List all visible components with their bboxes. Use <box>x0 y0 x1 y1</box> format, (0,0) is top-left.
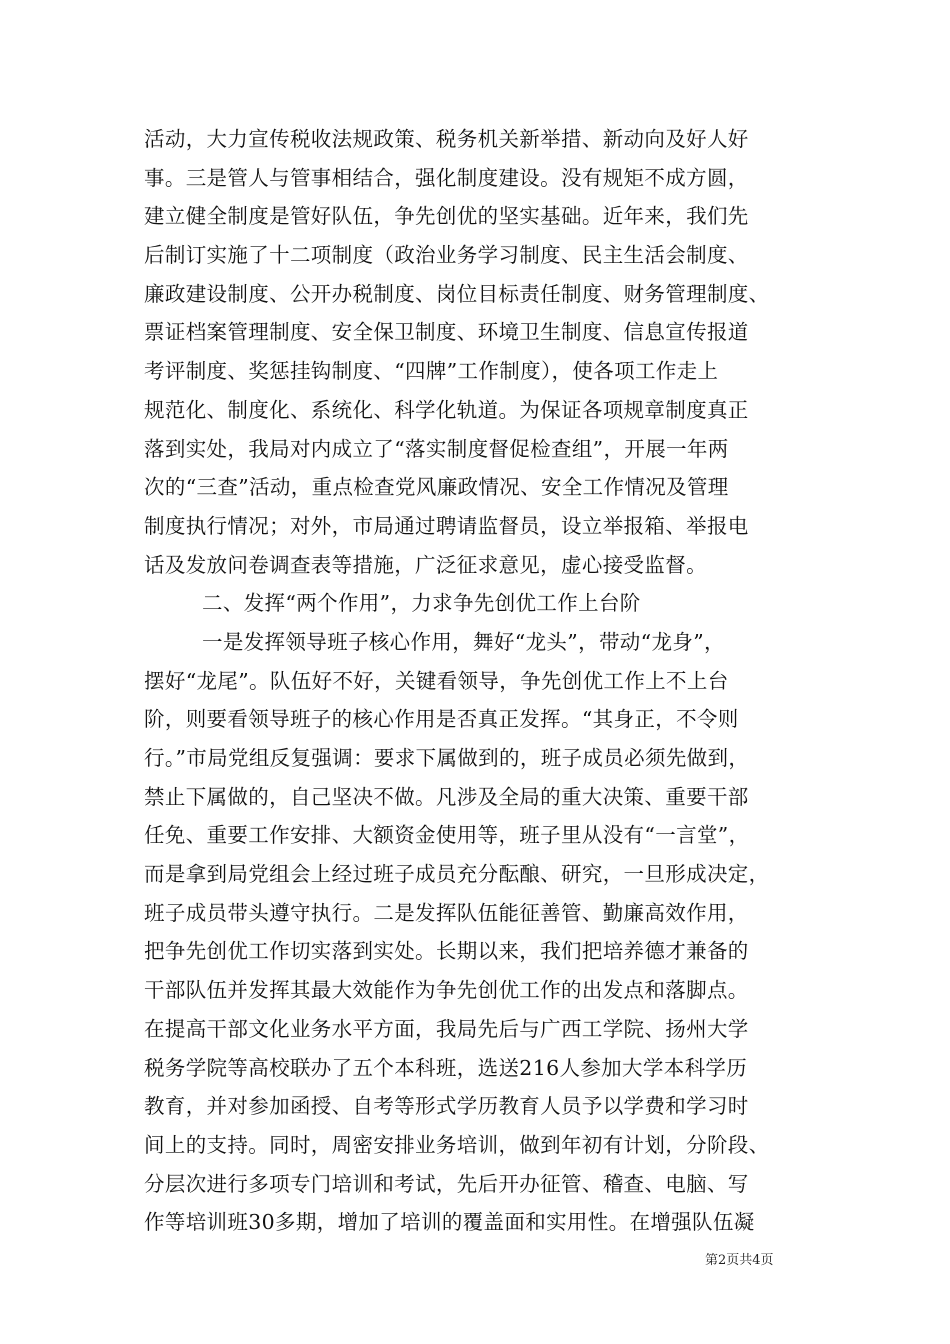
paragraph-start-line: 一是发挥领导班子核心作用，舞好“龙头”，带动“龙身”， <box>202 629 725 654</box>
section-heading: 二、发挥“两个作用”，力求争先创优工作上台阶 <box>202 591 641 616</box>
text-line: 班子成员带头遵守执行。二是发挥队伍能征善管、勤廉高效作用， <box>144 900 749 925</box>
text-line: 阶，则要看领导班子的核心作用是否真正发挥。“其身正，不令则 <box>144 707 739 732</box>
text-line: 作等培训班30多期，增加了培训的覆盖面和实用性。在增强队伍凝 <box>144 1210 755 1235</box>
text-line: 行。”市局党组反复强调：要求下属做到的，班子成员必须先做到， <box>144 746 750 770</box>
text-line: 票证档案管理制度、安全保卫制度、环境卫生制度、信息宣传报道 <box>144 320 749 345</box>
text-line: 税务学院等高校联办了五个本科班，选送216人参加大学本科学历 <box>144 1055 748 1080</box>
text-line: 事。三是管人与管事相结合，强化制度建设。没有规矩不成方圆， <box>144 165 749 190</box>
text-line: 分层次进行多项专门培训和考试，先后开办征管、稽查、电脑、写 <box>144 1171 749 1196</box>
text-line: 摆好“龙尾”。队伍好不好，关键看领导，争先创优工作上不上台 <box>144 668 729 693</box>
text-line: 任免、重要工作安排、大额资金使用等，班子里从没有“一言堂”， <box>144 823 750 848</box>
text-line: 话及发放问卷调查表等措施，广泛征求意见，虚心接受监督。 <box>144 552 707 577</box>
text-line: 后制订实施了十二项制度（政治业务学习制度、民主生活会制度、 <box>144 243 749 268</box>
text-line: 教育，并对参加函授、自考等形式学历教育人员予以学费和学习时 <box>144 1094 749 1119</box>
text-line: 落到实处，我局对内成立了“落实制度督促检查组”，开展一年两 <box>144 436 729 461</box>
document-body <box>144 120 824 1242</box>
page-number-footer: 第2页共4页 <box>705 1253 774 1268</box>
text-line: 次的“三查”活动，重点检查党风廉政情况、安全工作情况及管理 <box>144 475 729 500</box>
text-line: 干部队伍并发挥其最大效能作为争先创优工作的出发点和落脚点。 <box>144 978 749 1003</box>
text-line: 间上的支持。同时，周密安排业务培训，做到年初有计划，分阶段、 <box>144 1132 770 1157</box>
text-line: 规范化、制度化、系统化、科学化轨道。为保证各项规章制度真正 <box>144 397 749 422</box>
text-line: 把争先创优工作切实落到实处。长期以来，我们把培养德才兼备的 <box>144 939 749 964</box>
text-line: 活动，大力宣传税收法规政策、税务机关新举措、新动向及好人好 <box>144 127 749 151</box>
text-line: 考评制度、奖惩挂钩制度、“四牌”工作制度），使各项工作走上 <box>144 359 719 384</box>
text-line: 在提高干部文化业务水平方面，我局先后与广西工学院、扬州大学 <box>144 1016 749 1041</box>
text-line: 建立健全制度是管好队伍，争先创优的坚实基础。近年来，我们先 <box>144 204 749 229</box>
text-line: 禁止下属做的，自己坚决不做。凡涉及全局的重大决策、重要干部 <box>144 784 749 809</box>
text-line: 制度执行情况；对外，市局通过聘请监督员，设立举报箱、举报电 <box>144 513 749 538</box>
text-line: 而是拿到局党组会上经过班子成员充分酝酿、研究，一旦形成决定， <box>144 862 770 887</box>
text-line: 廉政建设制度、公开办税制度、岗位目标责任制度、财务管理制度、 <box>144 281 770 306</box>
